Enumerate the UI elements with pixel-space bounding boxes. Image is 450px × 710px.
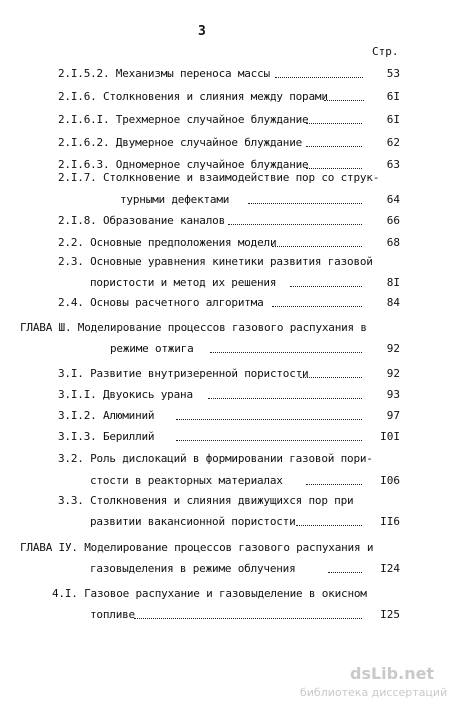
leader-dots <box>306 168 362 169</box>
page-number: 3 <box>198 24 206 39</box>
leader-dots <box>248 203 362 204</box>
toc-entry-continuation: режиме отжига <box>110 342 194 355</box>
leader-dots <box>134 618 362 619</box>
leader-dots <box>306 484 362 485</box>
toc-entry-continuation: газовыделения в режиме облучения <box>90 562 296 575</box>
toc-entry-text: 2.4. Основы расчетного алгоритма <box>58 296 264 309</box>
leader-dots <box>272 246 362 247</box>
toc-page-number: I25 <box>380 608 400 621</box>
toc-page-number: 97 <box>386 409 400 422</box>
toc-page-number: 66 <box>386 214 400 227</box>
toc-entry-text: 3.3. Столкновения и слияния движущихся пор при <box>58 494 354 507</box>
toc-entry-text: 3.I. Развитие внутризеренной пористости <box>58 367 309 380</box>
toc-entry-text: 2.I.6.3. Одномерное случайное блуждание <box>58 158 309 171</box>
toc-entry-text: 2.I.6. Столкновения и слияния между порами <box>58 90 328 103</box>
leader-dots <box>296 525 362 526</box>
toc-entry-text: 2.I.6.I. Трехмерное случайное блуждание <box>58 113 309 126</box>
toc-page-number: 8I <box>386 276 400 289</box>
leader-dots <box>275 77 363 78</box>
toc-page-number: II6 <box>380 515 400 528</box>
toc-entry-text: 3.2. Роль дислокаций в формировании газовой пори- <box>58 452 373 465</box>
toc-entry-text: 2.I.8. Образование каналов <box>58 214 225 227</box>
leader-dots <box>290 286 362 287</box>
toc-entry-continuation: топливе <box>90 608 135 621</box>
watermark-logo: dsLib.net <box>350 664 435 683</box>
toc-entry-text: 2.I.5.2. Механизмы переноса массы <box>58 67 270 80</box>
toc-entry-continuation: турными дефектами <box>120 193 230 206</box>
toc-entry-text: 2.I.6.2. Двумерное случайное блуждание <box>58 136 303 149</box>
toc-page-number: 53 <box>386 67 400 80</box>
toc-page-number: 64 <box>386 193 400 206</box>
leader-dots <box>208 398 362 399</box>
leader-dots <box>210 352 362 353</box>
toc-page-number: 6I <box>386 113 400 126</box>
toc-entry-continuation: пористости и метод их решения <box>90 276 277 289</box>
toc-page-number: 63 <box>386 158 400 171</box>
toc-entry-text: 2.2. Основные предположения модели <box>58 236 277 249</box>
toc-page-number: 92 <box>386 342 400 355</box>
toc-entry-continuation: стости в реакторных материалах <box>90 474 283 487</box>
toc-entry-text: 3.I.3. Бериллий <box>58 430 155 443</box>
leader-dots <box>228 224 362 225</box>
toc-entry-text: ГЛАВА IУ. Моделирование процессов газового распухания и <box>20 541 374 554</box>
toc-entry-text: 4.I. Газовое распухание и газовыделение в окисном <box>52 587 367 600</box>
toc-page-number: 68 <box>386 236 400 249</box>
toc-page-number: 6I <box>386 90 400 103</box>
toc-entry-continuation: развитии вакансионной пористости <box>90 515 296 528</box>
leader-dots <box>176 419 362 420</box>
toc-page-number: I0I <box>380 430 400 443</box>
leader-dots <box>306 123 362 124</box>
watermark-subtitle: библиотека диссертаций <box>300 686 448 699</box>
toc-page-number: 92 <box>386 367 400 380</box>
leader-dots <box>272 306 362 307</box>
leader-dots <box>176 440 362 441</box>
toc-page-number: I24 <box>380 562 400 575</box>
toc-entry-text: 3.I.I. Двуокись урана <box>58 388 193 401</box>
toc-page-number: 84 <box>386 296 400 309</box>
toc-entry-text: 3.I.2. Алюминий <box>58 409 155 422</box>
toc-page-number: 93 <box>386 388 400 401</box>
toc-page-number: 62 <box>386 136 400 149</box>
page-column-header: Стр. <box>372 45 399 58</box>
toc-page-number: I06 <box>380 474 400 487</box>
toc-entry-text: 2.I.7. Столкновение и взаимодействие пор со струк- <box>58 171 380 184</box>
leader-dots <box>306 146 362 147</box>
toc-entry-text: 2.3. Основные уравнения кинетики развития газовой <box>58 255 373 268</box>
leader-dots <box>300 377 362 378</box>
toc-entry-text: ГЛАВА Ш. Моделирование процессов газового распухания в <box>20 321 367 334</box>
